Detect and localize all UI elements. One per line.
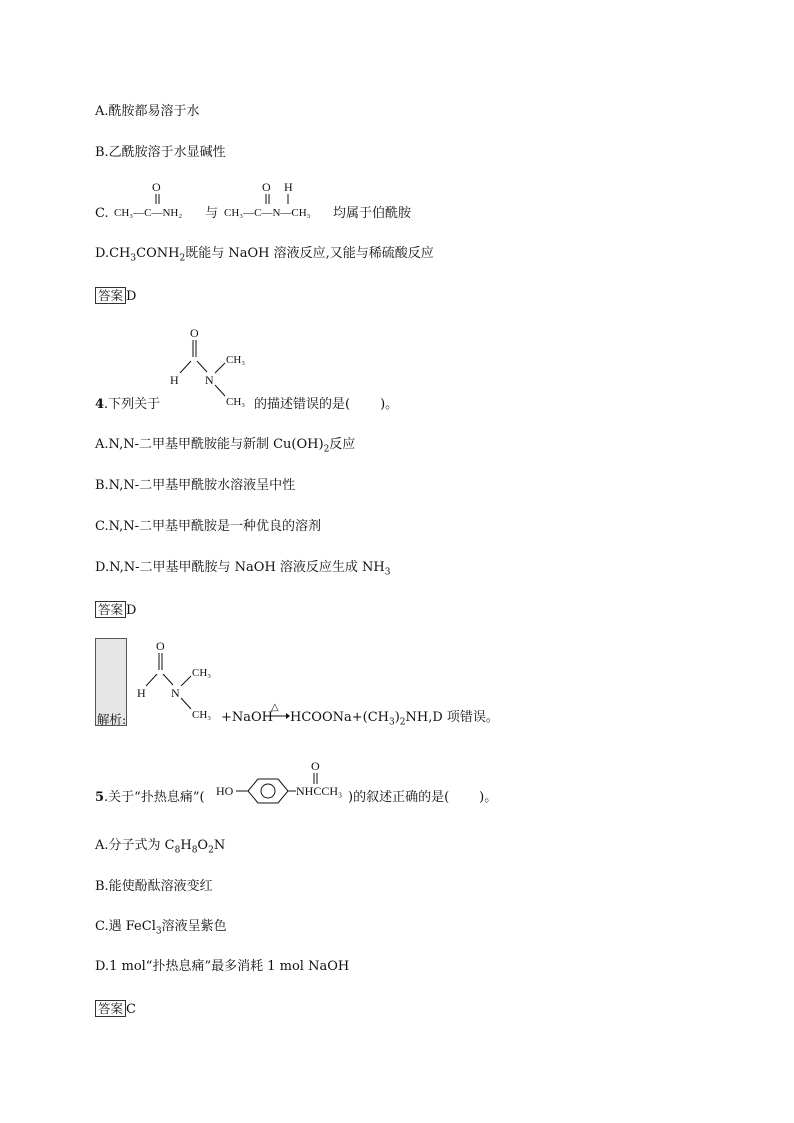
mol-chain: CH₃—C—N—CH₃ — [224, 207, 311, 219]
subscript: 3 — [384, 567, 391, 578]
subscript: 3 — [155, 926, 162, 937]
text-seg: 溶液呈紫色 — [161, 919, 227, 934]
subscript: 8 — [174, 845, 181, 856]
mol-amide-group: NHCCH₃ — [296, 784, 343, 798]
mol-atom-h: H — [284, 180, 293, 194]
text-seg: D.N,N-二甲基甲酰胺与 NaOH 溶液反应生成 NH — [95, 560, 385, 575]
q3-option-c — [95, 206, 109, 222]
q3-option-c-suffix: 均属于伯酰胺 — [333, 206, 412, 221]
subscript: 2 — [399, 717, 406, 728]
q4-option-b: B.N,N-二甲基甲酰胺水溶液呈中性 — [95, 478, 296, 493]
q4-answer — [95, 601, 136, 619]
stem-text: 的描述错误的是( — [254, 397, 351, 412]
answer-value: D — [126, 289, 137, 304]
text-seg: HCOONa+(CH — [290, 710, 389, 725]
q5-answer — [95, 1000, 136, 1018]
mol-atom-n: N — [171, 686, 180, 700]
q5-stem-tail — [348, 790, 497, 806]
answer-value: C — [126, 1002, 136, 1017]
q5-option-d: D.1 mol“扑热息痛”最多消耗 1 mol NaOH — [95, 959, 350, 974]
q4-option-d — [95, 560, 391, 581]
q4-mol-dmf — [163, 325, 253, 411]
mol-atom-o: O — [156, 639, 165, 653]
stem-text: .关于“扑热息痛”( — [104, 790, 205, 805]
mol-methyl: CH₃ — [192, 667, 212, 679]
q4-option-c: C.N,N-二甲基甲酰胺是一种优良的溶剂 — [95, 519, 322, 534]
subscript: 3 — [388, 717, 395, 728]
stem-text: .下列关于 — [104, 397, 161, 412]
mol-methyl: CH₃ — [226, 354, 246, 366]
text-seg: +NaOH — [221, 710, 274, 725]
question-number: 4 — [95, 397, 105, 412]
answer-tag: 答案 — [95, 601, 126, 618]
text-seg: 反应 — [329, 437, 356, 452]
stem-text: )。 — [479, 790, 498, 805]
mol-hydroxyl: HO — [216, 784, 234, 798]
text-seg: C.遇 FeCl — [95, 919, 156, 934]
answer-tag: 答案 — [95, 287, 126, 304]
heat-symbol: △ — [271, 702, 279, 713]
q4-stem-tail — [254, 397, 398, 413]
mol-atom-n: N — [205, 373, 214, 387]
q3-answer — [95, 287, 136, 305]
text-seg: H — [180, 838, 192, 853]
mol-atom-o: O — [311, 759, 320, 773]
subscript: 2 — [208, 845, 214, 856]
q5-option-a — [95, 838, 225, 859]
q3-option-b: B.乙酰胺溶于水显碱性 — [95, 145, 226, 160]
stem-text: )的叙述正确的是( — [348, 790, 450, 805]
q3-option-c-prefix: C. — [95, 206, 109, 221]
q4-stem — [95, 397, 160, 413]
mol-atom-h: H — [170, 373, 179, 387]
stem-text: )。 — [380, 397, 399, 412]
mol-methyl: CH₃ — [192, 709, 212, 721]
text-seg: NH,D 项错误。 — [405, 710, 499, 725]
q5-mol-paracetamol — [212, 757, 352, 807]
q3-option-c-mid: 与 — [205, 206, 219, 221]
q3-mol-n-methylacetamide — [222, 176, 332, 220]
heat-arrow — [264, 700, 290, 722]
text-seg: 既能与 NaOH 溶液反应,又能与稀硫酸反应 — [185, 246, 434, 261]
q4-explanation-product — [290, 710, 499, 731]
q3-option-a: A.酰胺都易溶于水 — [95, 104, 200, 119]
q5-option-b: B.能使酚酞溶液变红 — [95, 879, 213, 894]
mol-atom-o: O — [262, 180, 271, 194]
explanation-tag: 解析: — [97, 712, 127, 727]
answer-value: D — [126, 603, 137, 618]
mol-chain: CH₃—C—NH₂ — [114, 207, 183, 219]
text-seg: CONH — [136, 246, 180, 261]
text-seg: N — [213, 838, 226, 853]
q4-option-a — [95, 437, 355, 458]
answer-tag: 答案 — [95, 1000, 126, 1017]
subscript: 2 — [179, 253, 186, 264]
mol-atom-h: H — [137, 686, 146, 700]
q5-option-c — [95, 919, 227, 940]
mol-atom-o: O — [190, 326, 199, 340]
mol-atom-o: O — [152, 180, 161, 194]
text-seg: A.N,N-二甲基甲酰胺能与新制 Cu(OH) — [95, 437, 324, 452]
q3-mol-acetamide — [112, 176, 202, 220]
text-seg: D.CH — [95, 246, 131, 261]
subscript: 2 — [323, 444, 330, 455]
mol-methyl: CH₃ — [226, 396, 246, 408]
subscript: 3 — [130, 253, 137, 264]
q4-explanation-mol-dmf — [134, 638, 224, 724]
text-seg: O — [197, 838, 209, 853]
text-seg: A.分子式为 C — [95, 838, 175, 853]
text-seg: ) — [394, 710, 400, 725]
q3-option-d — [95, 246, 434, 267]
q5-stem — [95, 790, 205, 806]
subscript: 8 — [191, 845, 198, 856]
question-number: 5 — [95, 790, 105, 805]
